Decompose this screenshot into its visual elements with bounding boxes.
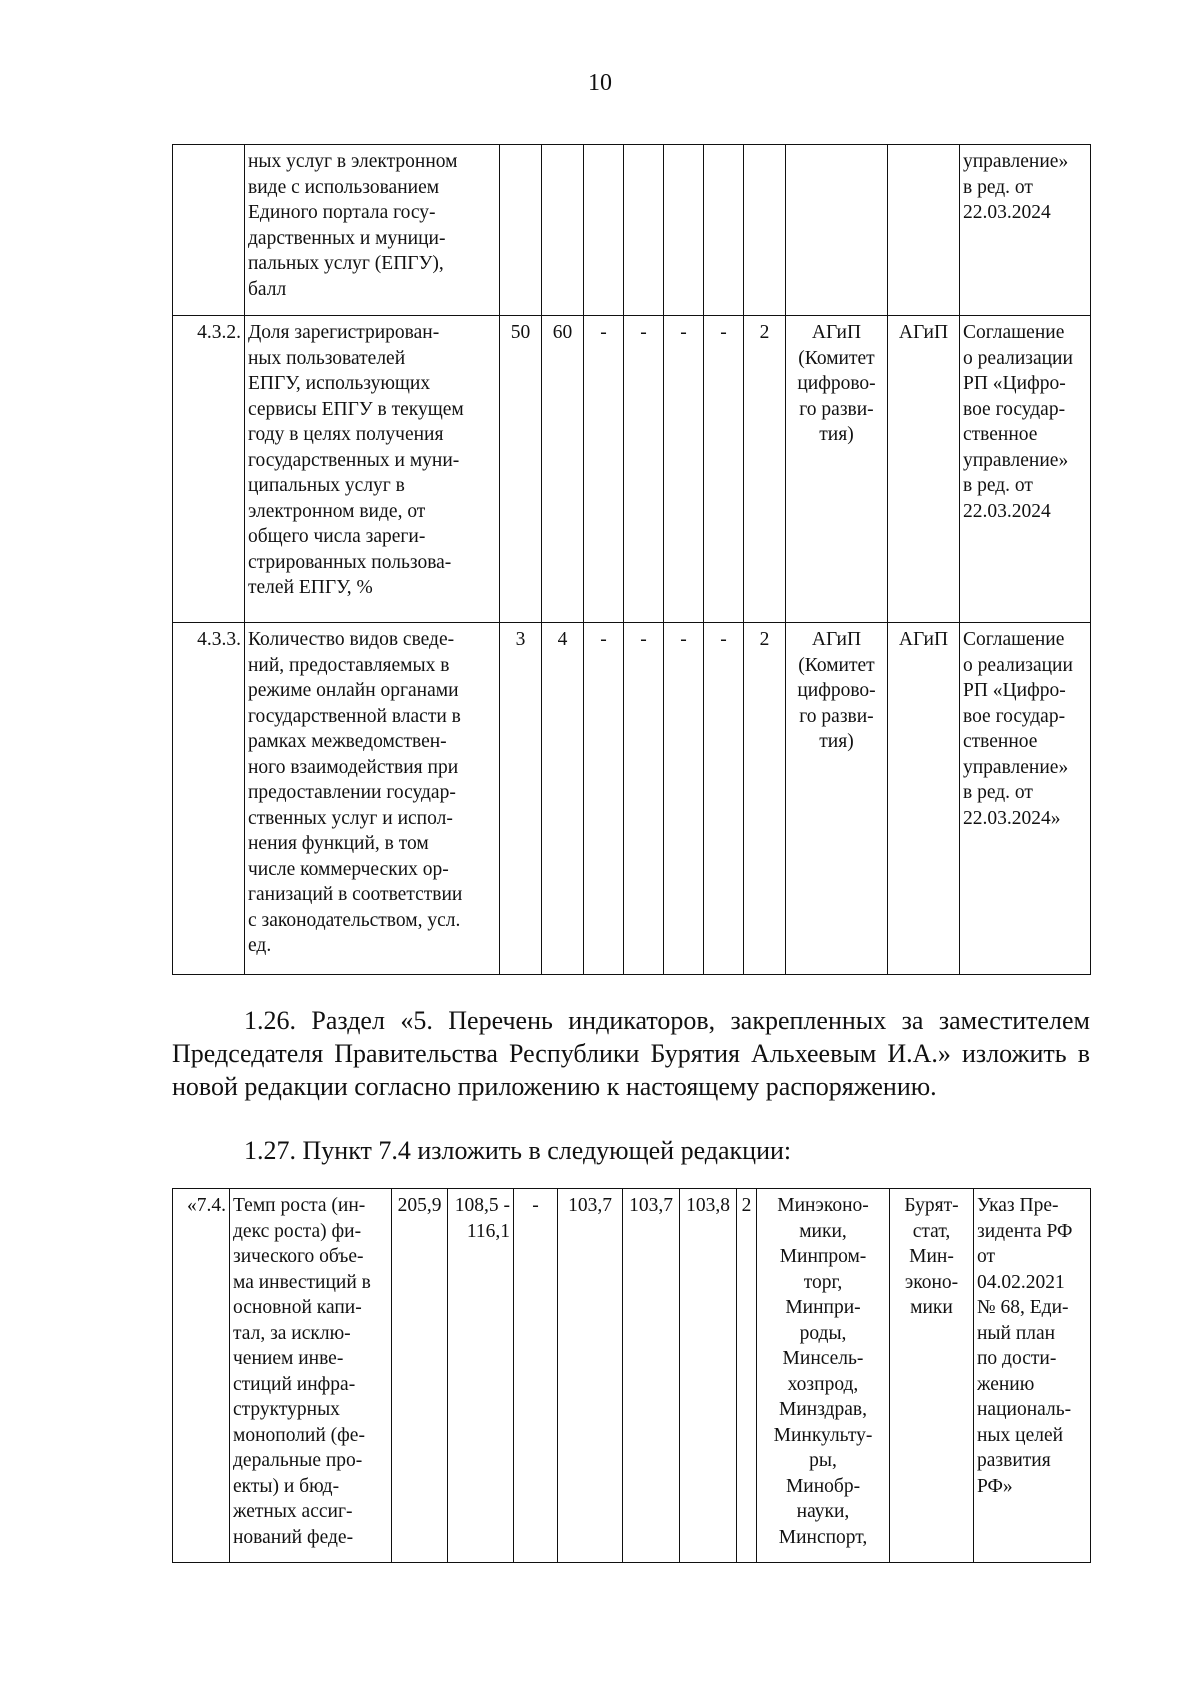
- value-cell: 2: [737, 1189, 757, 1563]
- table-row: [173, 623, 1091, 975]
- value-cell: -: [514, 1189, 558, 1563]
- row-number: «7.4.: [173, 1189, 230, 1563]
- value-cell: 205,9: [392, 1189, 448, 1563]
- value-cell: -: [624, 623, 664, 975]
- page-number: 10: [588, 70, 612, 96]
- value-cell: 103,7: [558, 1189, 623, 1563]
- value-cell: [704, 145, 744, 316]
- indicator-name: Количество видов сведе- ний, предоставляемых в режиме онлайн органами государственной власти в рамках межведомствен- ного взаимодействия при предоставлении государ- ственных услуг и испол- нения функций, в том числе коммерческих ор- ганизаций в соответствии с законодательством, усл. ед.: [245, 623, 500, 975]
- row-number: 4.3.3.: [173, 623, 245, 975]
- responsible-cell: АГиП (Комитет цифрово- го разви- тия): [786, 623, 888, 975]
- table-row: [173, 316, 1091, 623]
- paragraph-1-27: [172, 1134, 1090, 1167]
- value-cell: [584, 145, 624, 316]
- responsible-cell: [786, 145, 888, 316]
- value-cell: [542, 145, 584, 316]
- source-cell: АГиП: [888, 316, 960, 623]
- source-cell: Бурят- стат, Мин- эконо- мики: [890, 1189, 974, 1563]
- value-cell: 103,8: [680, 1189, 737, 1563]
- basis-cell: Указ Пре- зидента РФ от 04.02.2021 № 68, Еди- ный план по дости- жению националь- ных целей развития РФ»: [974, 1189, 1091, 1563]
- table-row: [173, 1189, 1091, 1563]
- value-cell: 2: [744, 316, 786, 623]
- value-cell: -: [704, 623, 744, 975]
- value-cell: -: [584, 623, 624, 975]
- responsible-cell: Минэконо- мики, Минпром- торг, Минпри- роды, Минсель- хозпрод, Минздрав, Минкульту- ры, Минобр- науки, Минспорт,: [757, 1189, 890, 1563]
- value-cell: [664, 145, 704, 316]
- value-cell: -: [664, 623, 704, 975]
- indicator-name: ных услуг в электронном виде с использованием Единого портала госу- дарственных и муници- пальных услуг (ЕПГУ), балл: [245, 145, 500, 316]
- value-cell: -: [584, 316, 624, 623]
- value-cell: 103,7: [623, 1189, 680, 1563]
- paragraph-1-26: [172, 1004, 1090, 1103]
- basis-cell: Соглашение о реализации РП «Цифро- вое государ- ственное управление» в ред. от 22.03.2024: [960, 316, 1091, 623]
- source-cell: [888, 145, 960, 316]
- paragraph-1-27-text: 1.27. Пункт 7.4 изложить в следующей редакции:: [244, 1136, 792, 1165]
- item-7-4-table: [172, 1188, 1091, 1563]
- indicator-name: Темп роста (ин- декс роста) фи- зического объе- ма инвестиций в основной капи- тал, за исклю- чением инве- стиций инфра- структурных монополий (фе- деральные про- екты) и бюд- жетных ассиг- нований феде-: [230, 1189, 392, 1563]
- table-row: [173, 145, 1091, 316]
- value-cell: 50: [500, 316, 542, 623]
- basis-cell: Соглашение о реализации РП «Цифро- вое государ- ственное управление» в ред. от 22.03.2024»: [960, 623, 1091, 975]
- basis-cell: управление» в ред. от 22.03.2024: [960, 145, 1091, 316]
- paragraph-1-26-text: 1.26. Раздел «5. Перечень индикаторов, закрепленных за заместителем Председателя Правительства Республики Бурятия Альхеевым И.А.» изложить в новой редакции согласно приложению к настоящему распоряжению.: [172, 1006, 1090, 1101]
- indicators-table-continued: [172, 144, 1091, 975]
- value-cell: -: [664, 316, 704, 623]
- value-cell: [624, 145, 664, 316]
- value-cell: 2: [744, 623, 786, 975]
- value-cell: -: [624, 316, 664, 623]
- row-number: 4.3.2.: [173, 316, 245, 623]
- indicator-name: Доля зарегистрирован- ных пользователей ЕПГУ, использующих сервисы ЕПГУ в текущем году в целях получения государственных и муни- ципальных услуг в электронном виде, от общего числа зареги- стрированных пользова- телей ЕПГУ, %: [245, 316, 500, 623]
- source-cell: АГиП: [888, 623, 960, 975]
- value-cell: 4: [542, 623, 584, 975]
- value-cell: [500, 145, 542, 316]
- value-cell: 60: [542, 316, 584, 623]
- value-cell: [744, 145, 786, 316]
- value-cell: 3: [500, 623, 542, 975]
- row-number: [173, 145, 245, 316]
- value-cell: 108,5 - 116,1: [448, 1189, 514, 1563]
- value-cell: -: [704, 316, 744, 623]
- responsible-cell: АГиП (Комитет цифрово- го разви- тия): [786, 316, 888, 623]
